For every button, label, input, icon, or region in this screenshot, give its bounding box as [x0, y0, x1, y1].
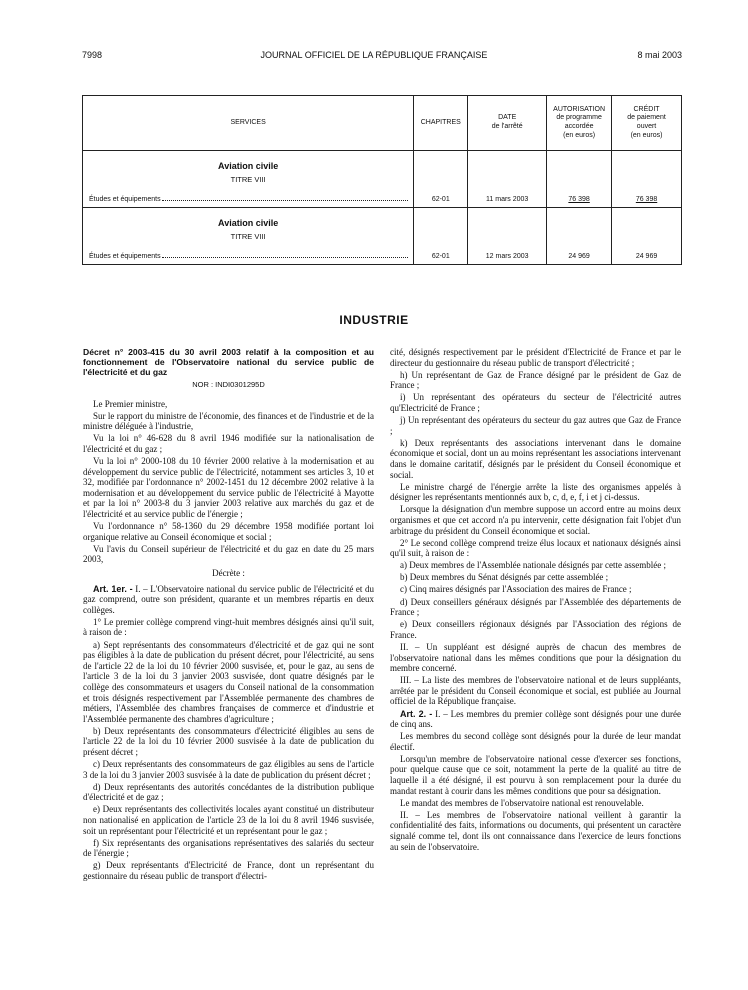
row-autorisation: 24 969	[568, 253, 590, 260]
nor-reference: NOR : INDI0301295D	[192, 380, 265, 389]
paragraph: e) Deux représentants des collectivités locales ayant constitué un distributeur non nationalisé en application de l'article 23 de la loi du 8 avril 1946 susvisée, soit un représentant pour l'électricité et un représentant pour le gaz ;	[83, 804, 374, 836]
table-row	[83, 151, 682, 208]
col-autorisation-header: AUTORISATION de programme accordée (en euros)	[547, 96, 612, 151]
table-header-row	[83, 96, 682, 151]
journal-title: JOURNAL OFFICIEL DE LA RÉPUBLIQUE FRANÇAISE	[260, 50, 488, 60]
col-credit-header: CRÉDIT de paiement ouvert (en euros)	[612, 96, 682, 151]
row-credit: 24 969	[635, 253, 658, 260]
row-autorisation: 76 398	[568, 196, 590, 203]
right-paragraphs-2	[390, 731, 681, 852]
row-chapitre: 62-01	[431, 253, 450, 260]
row-titre: TITRE VIII	[230, 232, 266, 241]
col-services-header: SERVICES	[83, 96, 414, 151]
paragraph: II. – Un suppléant est désigné auprès de chacun des membres de l'observatoire national dans les mêmes conditions que pour la désignation du membre concerné.	[390, 641, 681, 674]
page-number: 7998	[82, 50, 103, 60]
paragraph: Le mandat des membres de l'observatoire national est renouvelable.	[400, 797, 644, 808]
article-1: Art. 1er. - I. – L'Observatoire national du service public de l'électricité et du gaz comprend, outre son président, quarante et un membres répartis en deux collèges.	[83, 583, 375, 615]
row-date: 12 mars 2003	[485, 253, 529, 260]
col-date-header: DATE de l'arrêté	[468, 96, 547, 151]
row-credit: 76 398	[635, 196, 658, 203]
paragraph: Lorsque la désignation d'un membre suppose un accord entre au moins deux organismes et que cet accord n'a pu intervenir, cette désignation fait l'objet d'un arbitrage du président du Conseil économique et social.	[390, 504, 681, 536]
row-title: Aviation civile	[218, 218, 279, 228]
paragraph: II. – Les membres de l'observatoire national veillent à garantir la confidentialité des faits, informations ou documents, qui présentent un caractère signalé comme tel, dont ils ont connaissance dans l'exercice de leurs fonctions au sein de l'observatoire.	[390, 809, 681, 852]
paragraph: k) Deux représentants des associations intervenant dans le domaine économique et social, dont un au moins représentant les associations intervenant dans le domaine caritatif, désignés par le président du Conseil économique et social.	[390, 437, 681, 480]
paragraph: h) Un représentant de Gaz de France désigné par le président de Gaz de France ;	[390, 369, 681, 391]
paragraph: a) Sept représentants des consommateurs d'électricité et de gaz qui ne sont pas éligibles à la date de publication du présent décret, pour l'électricité, au sens de l'article 22 de la loi du 10 février 2000 susvisée, et, pour le gaz, au sens de l'article 3 de la loi du 3 janvier 2003 susvisée, dont quatre désignés par le collège des consommateurs et usagers du Conseil national de la consommation et trois désignés respectivement par l'Assemblée permanente des chambres de métiers, l'Assemblée des chambres françaises de commerce et d'industrie et l'Assemblée permanente des chambres d'agriculture ;	[83, 639, 374, 724]
left-paragraphs	[83, 399, 374, 565]
issue-date: 8 mai 2003	[637, 50, 682, 60]
paragraph: 1° Le premier collège comprend vingt-huit membres désignés ainsi qu'il suit, à raison de :	[83, 616, 374, 638]
article-2: Art. 2. - I. – Les membres du premier collège sont désignés pour une durée de cinq ans.	[390, 708, 681, 730]
paragraph: Sur le rapport du ministre de l'économie, des finances et de l'industrie et de la ministre déléguée à l'industrie,	[83, 410, 374, 432]
paragraph: Le ministre chargé de l'énergie arrête la liste des organismes appelés à désigner les représentants mentionnés aux b, c, d, e, f, i et j ci-dessus.	[390, 481, 681, 503]
paragraph: cité, désignés respectivement par le président d'Electricité de France et par le directeur du gestionnaire du réseau public de transport d'électricité ;	[390, 347, 681, 368]
paragraph: Vu la loi n° 2000-108 du 10 février 2000 relative à la modernisation et au développement du service public de l'électricité, notamment ses articles 3, 10 et 32, modifiée par l'ordonnance n° 2002-1451 du 12 décembre 2002 relative à la modernisation et au développement du service public de l'électricité à Mayotte et par la loi n° 2003-8 du 3 janvier 2003 relative aux marchés du gaz et de l'électricité et au service public de l'énergie ;	[83, 456, 374, 520]
paragraph: Le Premier ministre,	[93, 398, 168, 409]
paragraph: d) Deux représentants des autorités concédantes de la distribution publique d'électricité et de gaz ;	[83, 781, 374, 803]
col-chapitres-header: CHAPITRES	[414, 96, 468, 151]
paragraph: 2° Le second collège comprend treize élus locaux et nationaux désignés ainsi qu'il suit, à raison de :	[390, 537, 681, 559]
paragraph: b) Deux représentants des consommateurs d'électricité éligibles au sens de l'article 22 de la loi du 10 février 2000 susvisée à la date de publication du présent décret ;	[83, 725, 374, 757]
paragraph: d) Deux conseillers généraux désignés par l'Assemblée des départements de France ;	[390, 596, 681, 618]
row-titre: TITRE VIII	[230, 175, 266, 184]
credits-table	[82, 95, 682, 265]
row-line: Études et équipements	[89, 250, 409, 260]
paragraph: i) Un représentant des opérateurs du secteur de l'électricité autres qu'Electricité de France ;	[390, 392, 681, 413]
section-title: INDUSTRIE	[339, 313, 409, 327]
right-column	[390, 347, 681, 854]
paragraph: III. – La liste des membres de l'observatoire national et de leurs suppléants, arrêtée par le président du Conseil économique et social, est publiée au Journal officiel de la République française.	[390, 675, 681, 707]
row-chapitre: 62-01	[431, 196, 450, 203]
paragraph: j) Un représentant des opérateurs du secteur du gaz autres que Gaz de France ;	[390, 415, 681, 436]
paragraph: Vu la loi n° 46-628 du 8 avril 1946 modifiée sur la nationalisation de l'électricité et du gaz ;	[83, 433, 374, 454]
right-paragraphs	[390, 347, 681, 707]
left-column	[83, 347, 374, 883]
decree-title: Décret n° 2003-415 du 30 avril 2003 relatif à la composition et au fonctionnement de l'Observatoire national du service public de l'électricité et du gaz	[83, 347, 374, 377]
paragraph: a) Deux membres de l'Assemblée nationale désignés par cette assemblée ;	[400, 560, 667, 571]
paragraph: b) Deux membres du Sénat désignés par cette assemblée ;	[400, 572, 609, 583]
paragraph: c) Deux représentants des consommateurs de gaz éligibles au sens de l'article 3 de la loi du 3 janvier 2003 susvisée à la date de publication du présent décret ;	[83, 759, 374, 780]
decrete-line: Décrète :	[212, 568, 245, 578]
row-title: Aviation civile	[218, 161, 279, 171]
paragraph: Lorsqu'un membre de l'observatoire national cesse d'exercer ses fonctions, pour quelque cause que ce soit, notamment la perte de la qualité au titre de laquelle il a été désigné, il est pourvu à son remplacement pour la durée du mandat restant à courir dans les mêmes conditions que pour sa désignation.	[390, 753, 681, 796]
table-row	[83, 208, 682, 265]
paragraph: g) Deux représentants d'Electricité de France, dont un représentant du gestionnaire du réseau public de transport d'électri-	[83, 860, 374, 882]
paragraph: Vu l'ordonnance n° 58-1360 du 29 décembre 1958 modifiée portant loi organique relative au Conseil économique et social ;	[83, 521, 374, 542]
paragraph: Les membres du second collège sont désignés pour la durée de leur mandat électif.	[390, 731, 681, 752]
left-paragraphs-2	[83, 617, 374, 882]
paragraph: f) Six représentants des organisations représentatives des salariés du secteur de l'énergie ;	[83, 837, 374, 859]
paragraph: c) Cinq maires désignés par l'Association des maires de France ;	[400, 584, 632, 595]
row-line: Études et équipements	[89, 193, 409, 203]
row-date: 11 mars 2003	[486, 196, 529, 203]
paragraph: Vu l'avis du Conseil supérieur de l'électricité et du gaz en date du 25 mars 2003,	[83, 543, 374, 565]
paragraph: e) Deux conseillers régionaux désignés par l'Association des régions de France.	[390, 619, 681, 640]
